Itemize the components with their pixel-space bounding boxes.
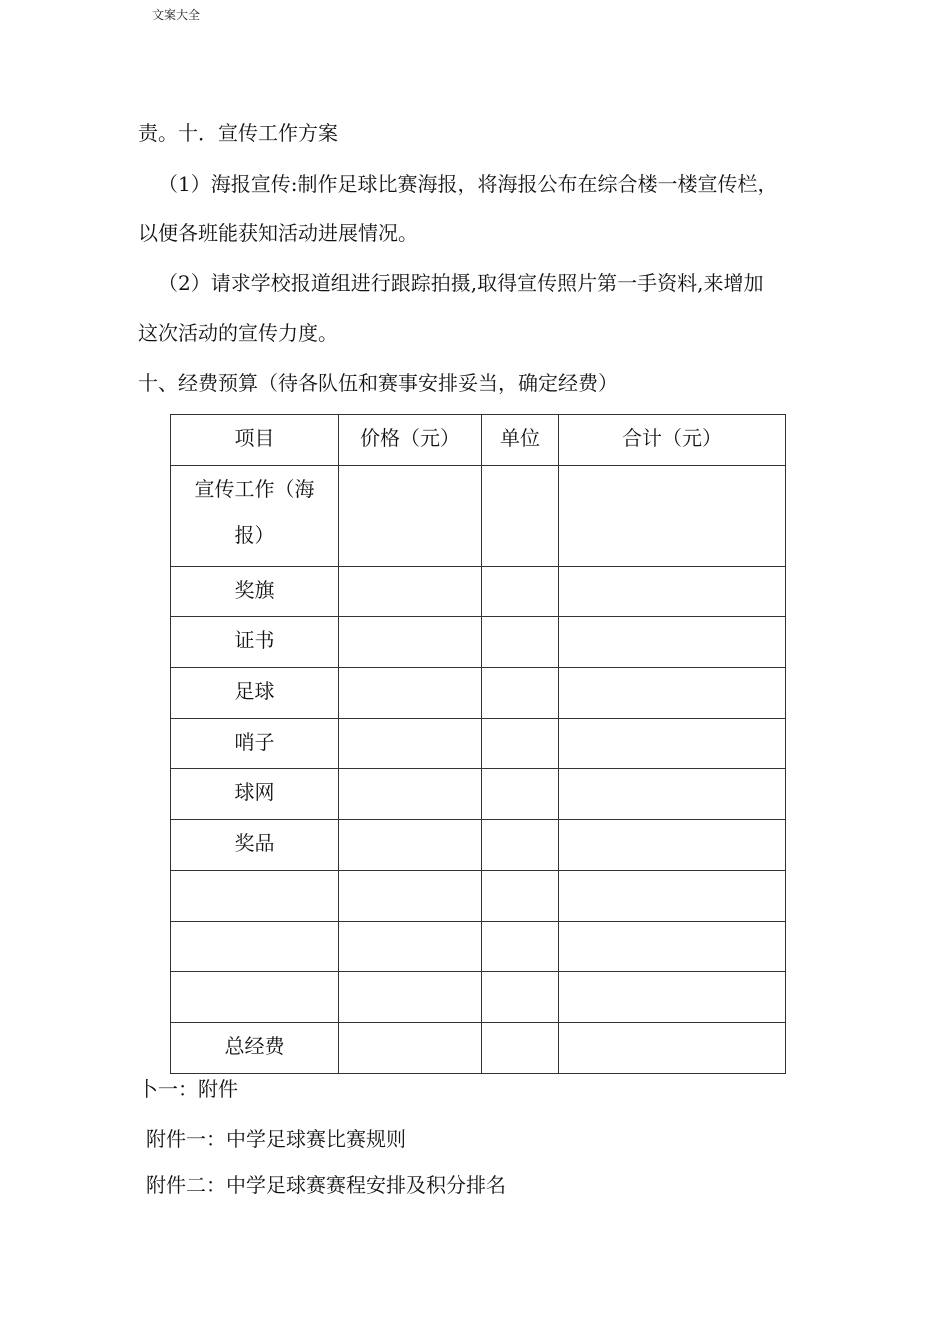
table-cell bbox=[559, 870, 786, 921]
table-cell bbox=[339, 870, 482, 921]
table-row bbox=[171, 870, 786, 921]
table-row bbox=[171, 1022, 786, 1073]
table-cell bbox=[559, 566, 786, 617]
table-cell bbox=[339, 921, 482, 972]
header-item: 项目 bbox=[171, 415, 339, 466]
table-row bbox=[171, 617, 786, 668]
table-row bbox=[171, 465, 786, 566]
table-cell bbox=[171, 870, 339, 921]
table-cell bbox=[339, 769, 482, 820]
table-row bbox=[171, 718, 786, 769]
table-header-row bbox=[171, 415, 786, 466]
table-cell bbox=[559, 769, 786, 820]
table-cell: 总经费 bbox=[171, 1022, 339, 1073]
poster-publicity-paragraph-cont: 以便各班能获知活动进展情况。 bbox=[138, 221, 418, 245]
table-cell: 球网 bbox=[171, 769, 339, 820]
table-cell bbox=[482, 870, 559, 921]
page-header-label: 文案大全 bbox=[152, 8, 201, 22]
table-row bbox=[171, 820, 786, 871]
table-cell bbox=[339, 820, 482, 871]
photo-coverage-paragraph-cont: 这次活动的宣传力度。 bbox=[138, 321, 338, 345]
table-row bbox=[171, 972, 786, 1023]
appendix-item-rules: 附件一：中学足球赛比赛规则 bbox=[146, 1127, 406, 1151]
table-cell: 奖品 bbox=[171, 820, 339, 871]
table-cell bbox=[339, 465, 482, 566]
appendix-heading: 卜一：附件 bbox=[138, 1077, 238, 1101]
header-total: 合计（元） bbox=[559, 415, 786, 466]
table-cell bbox=[339, 668, 482, 719]
table-row bbox=[171, 769, 786, 820]
header-unit: 单位 bbox=[482, 415, 559, 466]
poster-publicity-paragraph: （1）海报宣传:制作足球比赛海报，将海报公布在综合楼一楼宣传栏， bbox=[158, 172, 778, 196]
table-cell bbox=[171, 921, 339, 972]
table-cell bbox=[559, 465, 786, 566]
table-cell bbox=[339, 617, 482, 668]
table-cell: 宣传工作（海报） bbox=[171, 465, 339, 566]
table-cell bbox=[482, 566, 559, 617]
table-cell bbox=[482, 769, 559, 820]
table-cell: 证书 bbox=[171, 617, 339, 668]
budget-heading: 十、经费预算（待各队伍和赛事安排妥当，确定经费） bbox=[138, 371, 618, 395]
table-cell bbox=[559, 820, 786, 871]
photo-coverage-paragraph: （2）请求学校报道组进行跟踪拍摄,取得宣传照片第一手资料,来增加 bbox=[158, 271, 764, 295]
table-cell bbox=[482, 820, 559, 871]
table-cell bbox=[559, 718, 786, 769]
table-cell bbox=[339, 718, 482, 769]
table-cell bbox=[339, 972, 482, 1023]
table-cell bbox=[559, 921, 786, 972]
table-cell bbox=[482, 921, 559, 972]
table-cell bbox=[559, 668, 786, 719]
table-row bbox=[171, 668, 786, 719]
table-cell: 足球 bbox=[171, 668, 339, 719]
table-cell bbox=[482, 465, 559, 566]
table-cell bbox=[559, 617, 786, 668]
appendix-item-schedule: 附件二：中学足球赛赛程安排及积分排名 bbox=[146, 1173, 506, 1197]
table-row bbox=[171, 566, 786, 617]
table-cell bbox=[171, 972, 339, 1023]
table-cell bbox=[339, 1022, 482, 1073]
table-cell: 奖旗 bbox=[171, 566, 339, 617]
table-cell bbox=[559, 1022, 786, 1073]
header-price: 价格（元） bbox=[339, 415, 482, 466]
budget-table bbox=[170, 414, 786, 1074]
table-row bbox=[171, 921, 786, 972]
section-ten-heading: 责。十．宣传工作方案 bbox=[138, 121, 338, 145]
table-cell bbox=[339, 566, 482, 617]
table-cell bbox=[482, 1022, 559, 1073]
table-cell bbox=[482, 972, 559, 1023]
table-cell bbox=[482, 617, 559, 668]
table-cell bbox=[559, 972, 786, 1023]
table-cell bbox=[482, 718, 559, 769]
table-cell: 哨子 bbox=[171, 718, 339, 769]
table-cell bbox=[482, 668, 559, 719]
